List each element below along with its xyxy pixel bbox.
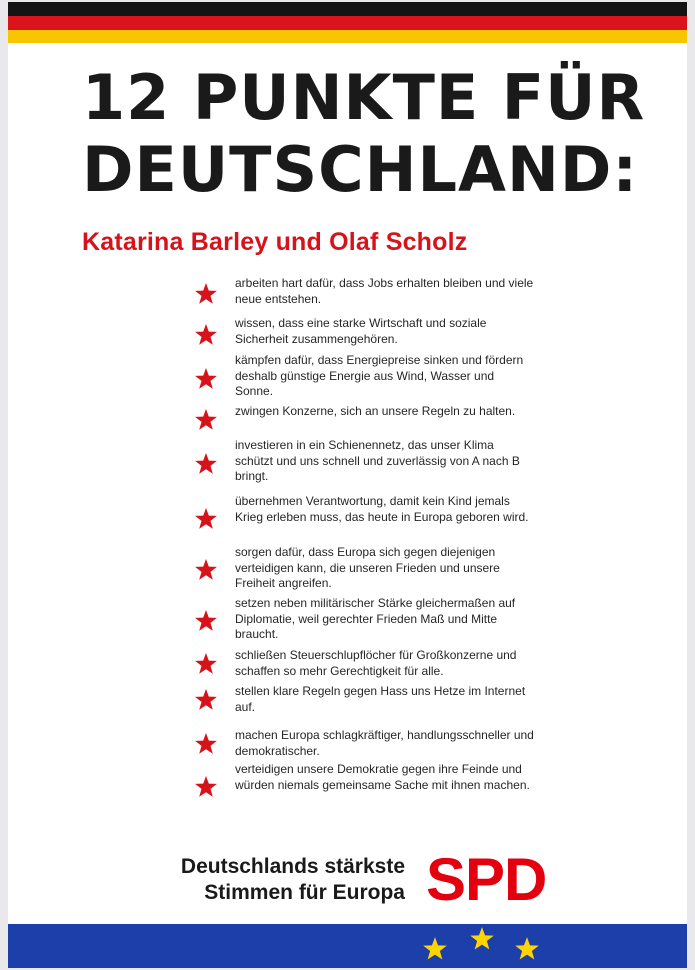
point-text: kämpfen dafür, dass Energiepreise sinken und fördern deshalb günstige Energie aus Wind, Wasser und Sonne. bbox=[235, 353, 524, 398]
flag-stripe-black bbox=[8, 2, 687, 16]
red-star-icon bbox=[194, 367, 218, 391]
point-text: setzen neben militärischer Stärke gleichermaßen auf Diplomatie, weil gerechter Frieden Maß und Mitte braucht. bbox=[235, 596, 516, 641]
red-star-icon bbox=[194, 282, 218, 306]
slogan bbox=[181, 854, 405, 906]
point-text: stellen klare Regeln gegen Hass uns Hetze im Internet auf. bbox=[235, 684, 526, 714]
point-text: verteidigen unsere Demokratie gegen ihre Feinde und würden niemals gemeinsame Sache mit ihnen machen. bbox=[235, 762, 530, 792]
title-line-1: 12 PUNKTE FÜR bbox=[82, 61, 646, 134]
point-text: arbeiten hart dafür, dass Jobs erhalten bleiben und viele neue entstehen. bbox=[235, 276, 534, 306]
red-star-icon bbox=[194, 507, 218, 531]
page-title bbox=[82, 62, 672, 206]
eu-star-icon bbox=[422, 936, 448, 962]
poster bbox=[8, 2, 687, 968]
red-star-icon bbox=[194, 558, 218, 582]
red-star-icon bbox=[194, 323, 218, 347]
flag-stripe-gold bbox=[8, 30, 687, 43]
red-star-icon bbox=[194, 652, 218, 676]
point-text: sorgen dafür, dass Europa sich gegen diejenigen verteidigen kann, die unseren Frieden und unsere Freiheit angreifen. bbox=[235, 545, 500, 590]
title-line-2: DEUTSCHLAND: bbox=[82, 133, 639, 206]
red-star-icon bbox=[194, 732, 218, 756]
flag-stripe-red bbox=[8, 16, 687, 30]
point-text: zwingen Konzerne, sich an unsere Regeln zu halten. bbox=[235, 404, 516, 418]
red-star-icon bbox=[194, 452, 218, 476]
point-text: übernehmen Verantwortung, damit kein Kind jemals Krieg erleben muss, das heute in Europa geboren wird. bbox=[235, 494, 529, 524]
red-star-icon bbox=[194, 609, 218, 633]
eu-star-icon bbox=[514, 936, 540, 962]
point-text: schließen Steuerschlupflöcher für Großkonzerne und schaffen so mehr Gerechtigkeit für alle. bbox=[235, 648, 517, 678]
point-text: investieren in ein Schienennetz, das unser Klima schützt und uns schnell und zuverlässig von A nach B bringt. bbox=[235, 438, 520, 483]
slogan-line-2: Stimmen für Europa bbox=[204, 881, 405, 904]
red-star-icon bbox=[194, 688, 218, 712]
eu-star-icon bbox=[469, 926, 495, 952]
point-text: machen Europa schlagkräftiger, handlungsschneller und demokratischer. bbox=[235, 728, 534, 758]
red-star-icon bbox=[194, 775, 218, 799]
eu-flag-band bbox=[8, 924, 687, 968]
spd-logo: SPD bbox=[426, 846, 547, 913]
red-star-icon bbox=[194, 408, 218, 432]
slogan-line-1: Deutschlands stärkste bbox=[180, 855, 405, 878]
subtitle: Katarina Barley und Olaf Scholz bbox=[82, 228, 468, 256]
point-text: wissen, dass eine starke Wirtschaft und soziale Sicherheit zusammengehören. bbox=[235, 316, 487, 346]
